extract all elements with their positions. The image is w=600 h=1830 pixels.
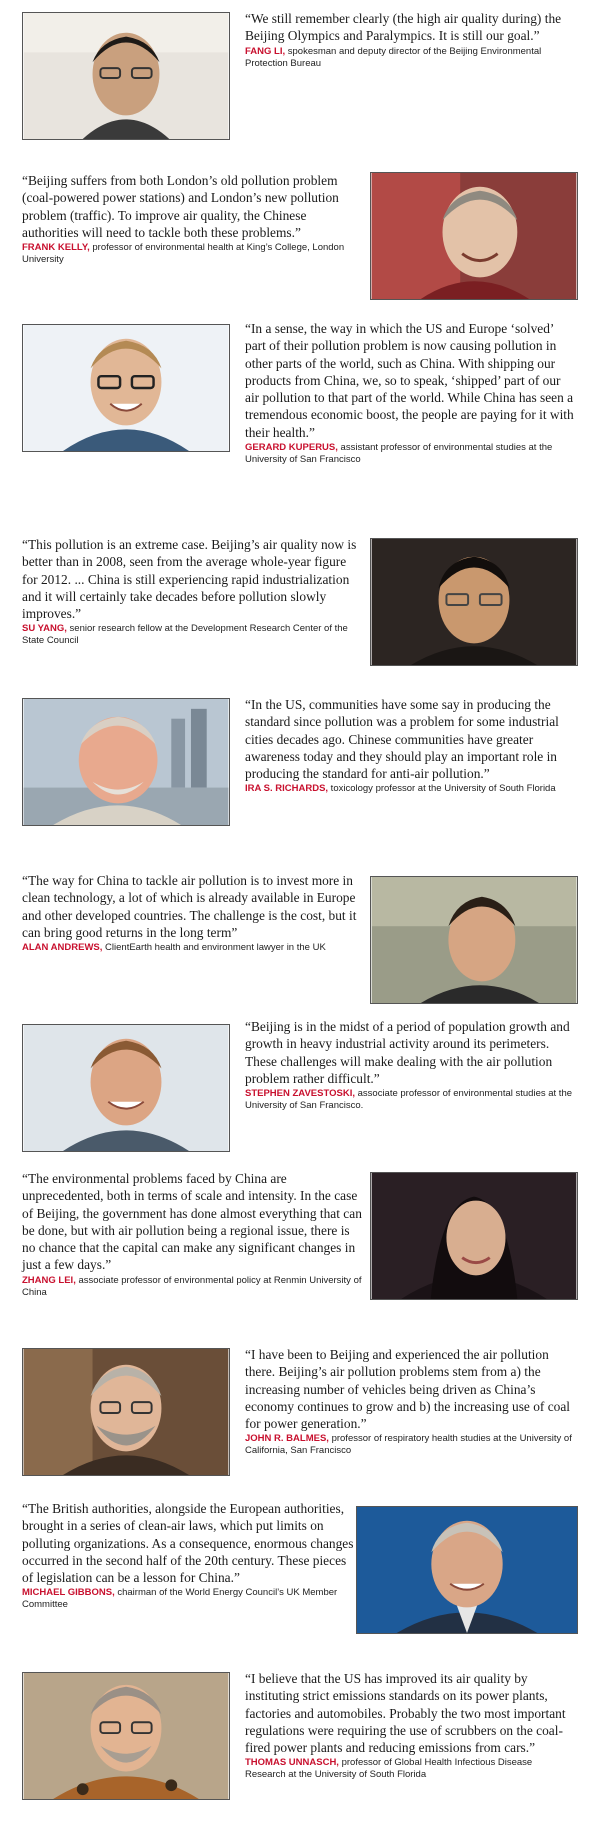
quote: “I have been to Beijing and experienced the air pollution there. Beijing’s air pollution problems stem from a) the increasing number of vehicles being driven as China’s economy continues to grow and b) the increasing use of coal for power generation.” bbox=[245, 1347, 570, 1432]
quote-text bbox=[245, 320, 575, 466]
attribution bbox=[245, 1088, 575, 1112]
speaker-title: senior research fellow at the Development Research Center of the State Council bbox=[22, 623, 348, 647]
speaker-name: STEPHEN ZAVESTOSKI, bbox=[245, 1088, 355, 1100]
attribution bbox=[245, 442, 575, 466]
attribution bbox=[245, 783, 575, 795]
portrait-photo bbox=[22, 324, 230, 452]
attribution bbox=[22, 1587, 358, 1611]
speaker-name: ZHANG LEI, bbox=[22, 1274, 76, 1286]
speaker-title: assistant professor of environmental studies at the University of San Francisco bbox=[245, 442, 553, 466]
quote-text bbox=[22, 1500, 358, 1611]
quote: “The British authorities, alongside the European authorities, brought in a series of clean-air laws, which put limits on polluting organizations. As a consequence, enormous changes occurred in the second half of the 20th century. These pieces of legislation can be a lesson for China.” bbox=[22, 1501, 354, 1586]
quote: “This pollution is an extreme case. Beijing’s air quality now is better than in 2008, seen from the average whole-year figure for 2012. ... China is still experiencing rapid industrialization and it will certainly take decades before pollution slowly improves.” bbox=[22, 537, 357, 622]
quote-text bbox=[22, 1170, 362, 1299]
quote: “In a sense, the way in which the US and Europe ‘solved’ part of their pollution problem is now causing pollution in other parts of the world, such as China. With shipping our products from China, we, so to speak, ‘shipped’ part of our air pollution to that part of the world. While China has seen a tremendous economic boost, the people are paying for it with their health.” bbox=[245, 321, 574, 440]
quote-block bbox=[0, 320, 600, 510]
quote: “The way for China to tackle air pollution is to invest more in clean technology, a lot of which is already available in Europe and other developed countries. The challenge is the cost, but it can bring good returns in the long term” bbox=[22, 873, 357, 940]
quote-text bbox=[22, 872, 362, 954]
speaker-title: ClientEarth health and environment lawyer in the UK bbox=[102, 942, 326, 954]
quote-text bbox=[245, 1018, 575, 1112]
speaker-title: associate professor of environmental policy at Renmin University of China bbox=[22, 1274, 362, 1298]
speaker-name: MICHAEL GIBBONS, bbox=[22, 1587, 115, 1599]
portrait-photo bbox=[22, 1024, 230, 1152]
speaker-title: toxicology professor at the University of South Florida bbox=[328, 783, 556, 795]
quote-block bbox=[0, 872, 600, 1004]
quote-block bbox=[0, 1670, 600, 1830]
quote: “I believe that the US has improved its air quality by instituting strict emissions standards on its power plants, factories and automobiles. Probably the two most important regulations were requiring the use of scrubbers on the coal-fired power plants and reducing emissions from cars.” bbox=[245, 1671, 566, 1756]
speaker-name: ALAN ANDREWS, bbox=[22, 942, 103, 954]
attribution bbox=[22, 1275, 362, 1299]
speaker-name: IRA S. RICHARDS, bbox=[245, 783, 329, 795]
portrait-photo bbox=[370, 172, 578, 300]
quote-block bbox=[0, 1170, 600, 1320]
portrait-photo bbox=[22, 1672, 230, 1800]
quote: “In the US, communities have some say in producing the standard since pollution was a problem for some industrial cities decades ago. Chinese communities have greater awareness today and they should play an important role in producing the standard for anti-air pollution.” bbox=[245, 697, 559, 782]
quote-text bbox=[22, 536, 362, 647]
portrait-photo bbox=[370, 876, 578, 1004]
quote-block bbox=[0, 1018, 600, 1158]
portrait-photo bbox=[22, 1348, 230, 1476]
quote: “The environmental problems faced by China are unprecedented, both in terms of scale and intensity. In the case of Beijing, the government has done almost everything that can be done, but with air pollution being a regional issue, there is no chance that the capital can make any significant changes in just a few days.” bbox=[22, 1171, 362, 1273]
speaker-title: chairman of the World Energy Council’s UK Member Committee bbox=[22, 1587, 338, 1611]
attribution bbox=[22, 942, 362, 954]
portrait-photo bbox=[370, 538, 578, 666]
attribution bbox=[22, 623, 362, 647]
quote-text bbox=[245, 1670, 575, 1781]
speaker-title: professor of Global Health Infectious Disease Research at the University of South Florida bbox=[245, 1757, 533, 1781]
attribution bbox=[245, 46, 575, 70]
quote-block bbox=[0, 1500, 600, 1640]
quote-block bbox=[0, 172, 600, 304]
portrait-photo bbox=[370, 1172, 578, 1300]
quote-block bbox=[0, 1346, 600, 1486]
speaker-name: FANG LI, bbox=[245, 45, 286, 57]
speaker-name: THOMAS UNNASCH, bbox=[245, 1757, 339, 1769]
speaker-title: professor of respiratory health studies at the University of California, San Francisco bbox=[245, 1433, 572, 1457]
attribution bbox=[245, 1433, 575, 1457]
speaker-name: FRANK KELLY, bbox=[22, 242, 90, 254]
quote-text bbox=[245, 1346, 575, 1457]
portrait-photo bbox=[22, 698, 230, 826]
speaker-name: SU YANG, bbox=[22, 623, 67, 635]
quote: “We still remember clearly (the high air quality during) the Beijing Olympics and Paralympics. It is still our goal.” bbox=[245, 11, 562, 44]
quote-text bbox=[245, 696, 575, 795]
speaker-title: associate professor of environmental studies at the University of San Francisco. bbox=[245, 1088, 573, 1112]
quote: “Beijing is in the midst of a period of population growth and growth in heavy industrial activity around its perimeters. These challenges will make dealing with the air pollution problem rather difficult.” bbox=[245, 1019, 570, 1086]
quote-text bbox=[245, 10, 575, 70]
portrait-photo bbox=[356, 1506, 578, 1634]
quote-block bbox=[0, 10, 600, 142]
attribution bbox=[245, 1757, 575, 1781]
portrait-photo bbox=[22, 12, 230, 140]
speaker-title: professor of environmental health at King’s College, London University bbox=[22, 242, 345, 266]
attribution bbox=[22, 242, 362, 266]
quote-block bbox=[0, 536, 600, 668]
speaker-name: JOHN R. BALMES, bbox=[245, 1433, 329, 1445]
speaker-title: spokesman and deputy director of the Beijing Environmental Protection Bureau bbox=[245, 45, 542, 69]
quote-text bbox=[22, 172, 362, 266]
speaker-name: GERARD KUPERUS, bbox=[245, 442, 338, 454]
quote: “Beijing suffers from both London’s old pollution problem (coal-powered power stations) and London’s new pollution problem (traffic). To improve air quality, the Chinese authorities will need to tackle both these problems.” bbox=[22, 173, 339, 240]
quote-block bbox=[0, 696, 600, 836]
